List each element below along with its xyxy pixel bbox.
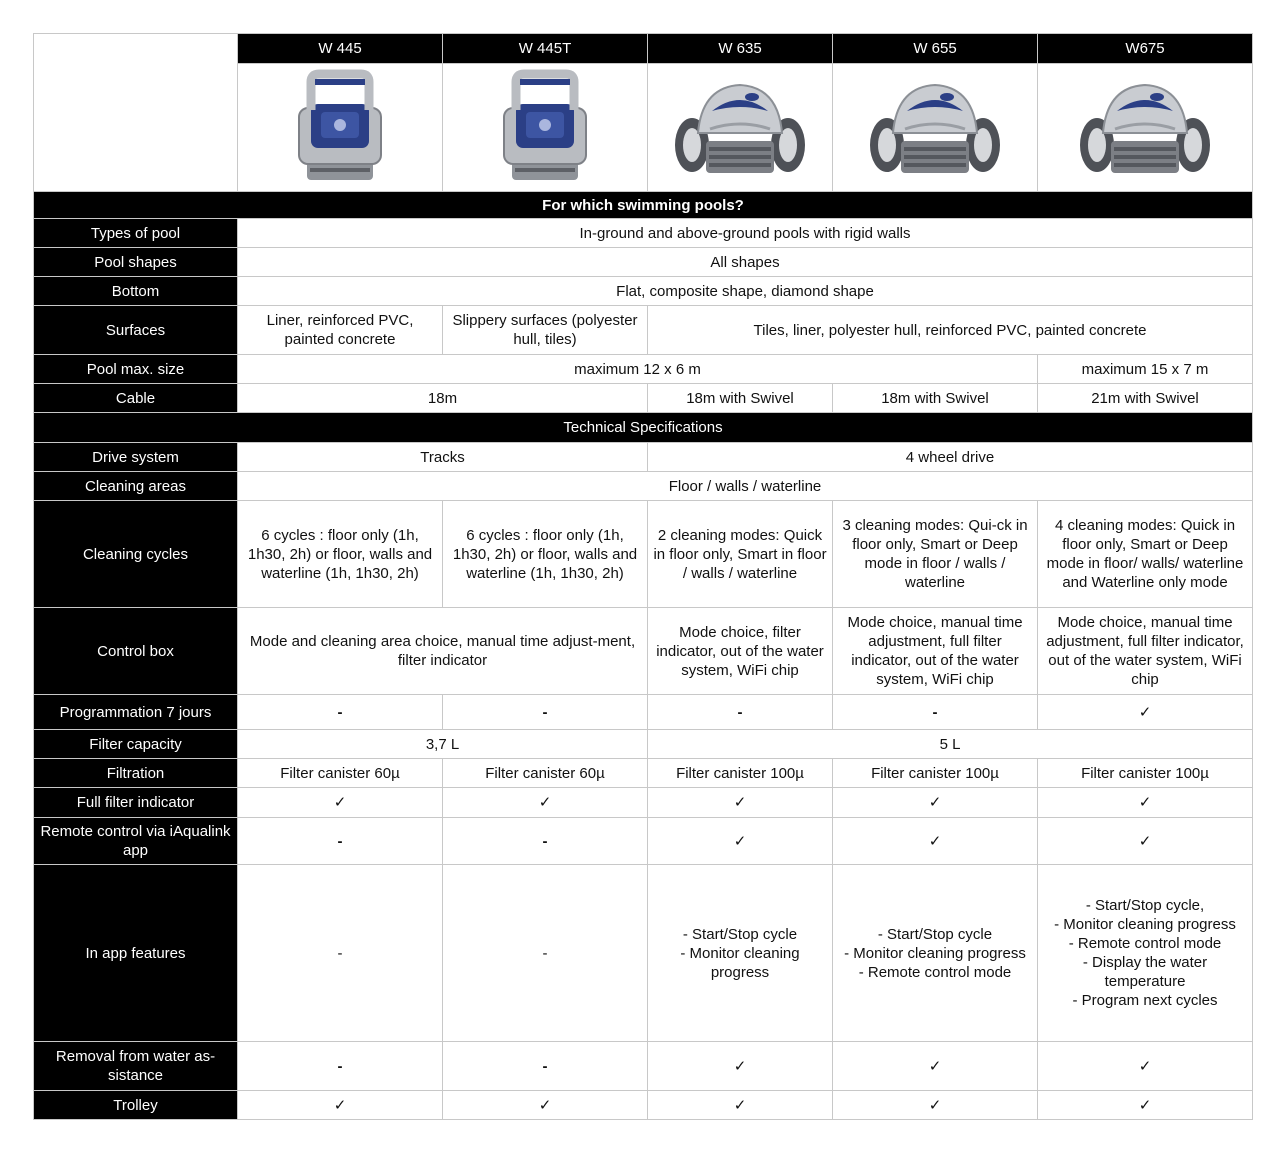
spec-cell: Filter canister 60µ	[443, 759, 648, 788]
spec-cell: 3,7 L	[238, 730, 648, 759]
row-label: Pool max. size	[34, 355, 238, 384]
comparison-table	[33, 33, 1253, 1120]
dash-mark: -	[238, 1042, 443, 1091]
spec-cell: Floor / walls / waterline	[238, 472, 1253, 501]
check-icon: ✓	[443, 1091, 648, 1120]
spec-cell: maximum 15 x 7 m	[1038, 355, 1253, 384]
row-label: Cable	[34, 384, 238, 413]
spec-cell: Flat, composite shape, diamond shape	[238, 277, 1253, 306]
row-label: Filtration	[34, 759, 238, 788]
product-image-cell	[1038, 64, 1253, 192]
model-header: W675	[1038, 34, 1253, 64]
dash-mark: -	[443, 818, 648, 865]
tracked-robot-icon	[285, 68, 395, 188]
check-icon: ✓	[1038, 788, 1253, 818]
spec-cell: 18m with Swivel	[833, 384, 1038, 413]
wheeled-robot-icon	[670, 73, 810, 183]
spec-cell: 21m with Swivel	[1038, 384, 1253, 413]
spec-cell: Filter canister 100µ	[1038, 759, 1253, 788]
wheeled-robot-icon	[1075, 73, 1215, 183]
row-label: Bottom	[34, 277, 238, 306]
spec-cell: 4 wheel drive	[648, 443, 1253, 472]
feature-item: - Remote control mode	[1068, 935, 1222, 952]
spec-cell: 4 cleaning modes: Quick in floor only, Smart or Deep mode in floor/ walls/ waterline and Waterline only mode	[1038, 501, 1253, 608]
spec-cell: Tracks	[238, 443, 648, 472]
feature-item: - Remote control mode	[858, 963, 1012, 981]
product-image-cell	[238, 64, 443, 192]
check-icon: ✓	[648, 788, 833, 818]
spec-cell: 2 cleaning modes: Quick in floor only, Smart in floor / walls / waterline	[648, 501, 833, 608]
dash-mark: -	[648, 695, 833, 730]
check-icon: ✓	[833, 788, 1038, 818]
feature-item: - Start/Stop cycle	[877, 925, 993, 943]
feature-item: - Program next cycles	[1072, 992, 1218, 1009]
row-label: Remote control via iAqualink app	[34, 818, 238, 865]
section-header-tech: Technical Specifications	[34, 413, 1253, 443]
spec-cell: Filter canister 100µ	[833, 759, 1038, 788]
feature-item: - Display the water temperature	[1082, 954, 1208, 990]
corner-cell	[34, 34, 238, 192]
spec-cell: Filter canister 60µ	[238, 759, 443, 788]
check-icon: ✓	[833, 1091, 1038, 1120]
row-label: Programmation 7 jours	[34, 695, 238, 730]
check-icon: ✓	[1038, 695, 1253, 730]
check-icon: ✓	[648, 1042, 833, 1091]
wheeled-robot-icon	[865, 73, 1005, 183]
dash-mark: -	[443, 865, 648, 1042]
product-image-cell	[648, 64, 833, 192]
spec-cell: 6 cycles : floor only (1h, 1h30, 2h) or floor, walls and waterline (1h, 1h30, 2h)	[443, 501, 648, 608]
row-label: Removal from water as-sistance	[34, 1042, 238, 1091]
row-label: Drive system	[34, 443, 238, 472]
check-icon: ✓	[1038, 1091, 1253, 1120]
row-label: Types of pool	[34, 219, 238, 248]
model-header: W 445	[238, 34, 443, 64]
check-icon: ✓	[1038, 1042, 1253, 1091]
feature-item: - Start/Stop cycle,	[1085, 897, 1205, 914]
dash-mark: -	[238, 695, 443, 730]
dash-mark: -	[238, 818, 443, 865]
dash-mark: -	[833, 695, 1038, 730]
row-label: Pool shapes	[34, 248, 238, 277]
row-label: Trolley	[34, 1091, 238, 1120]
row-label: Full filter indicator	[34, 788, 238, 818]
model-header: W 655	[833, 34, 1038, 64]
spec-cell: 5 L	[648, 730, 1253, 759]
spec-cell: Mode choice, filter indicator, out of the water system, WiFi chip	[648, 608, 833, 695]
spec-cell: Liner, reinforced PVC, painted concrete	[238, 306, 443, 355]
spec-cell: Mode choice, manual time adjustment, full filter indicator, out of the water system, WiFi chip	[1038, 608, 1253, 695]
model-header: W 635	[648, 34, 833, 64]
feature-list	[1038, 865, 1253, 1042]
row-label: Surfaces	[34, 306, 238, 355]
check-icon: ✓	[238, 788, 443, 818]
row-label: Cleaning areas	[34, 472, 238, 501]
spec-cell: Mode choice, manual time adjustment, full filter indicator, out of the water system, WiFi chip	[833, 608, 1038, 695]
product-image-cell	[833, 64, 1038, 192]
section-header-pools: For which swimming pools?	[34, 192, 1253, 219]
row-label: Filter capacity	[34, 730, 238, 759]
feature-item: - Monitor cleaning progress	[680, 944, 800, 981]
product-image-cell	[443, 64, 648, 192]
spec-cell: Mode and cleaning area choice, manual time adjust-ment, filter indicator	[238, 608, 648, 695]
feature-item: - Start/Stop cycle	[682, 925, 798, 943]
dash-mark: -	[443, 695, 648, 730]
check-icon: ✓	[443, 788, 648, 818]
dash-mark: -	[443, 1042, 648, 1091]
tracked-robot-icon	[490, 68, 600, 188]
feature-item: - Monitor cleaning progress	[844, 944, 1026, 962]
row-label: In app features	[34, 865, 238, 1042]
spec-cell: maximum 12 x 6 m	[238, 355, 1038, 384]
spec-cell: 3 cleaning modes: Qui-ck in floor only, Smart or Deep mode in floor / walls / waterline	[833, 501, 1038, 608]
spec-cell: 18m with Swivel	[648, 384, 833, 413]
dash-mark: -	[238, 865, 443, 1042]
check-icon: ✓	[833, 1042, 1038, 1091]
check-icon: ✓	[833, 818, 1038, 865]
feature-list	[833, 865, 1038, 1042]
model-header: W 445T	[443, 34, 648, 64]
spec-cell: 18m	[238, 384, 648, 413]
check-icon: ✓	[648, 1091, 833, 1120]
feature-list	[648, 865, 833, 1042]
check-icon: ✓	[1038, 818, 1253, 865]
spec-cell: Filter canister 100µ	[648, 759, 833, 788]
row-label: Cleaning cycles	[34, 501, 238, 608]
spec-cell: Slippery surfaces (polyester hull, tiles)	[443, 306, 648, 355]
check-icon: ✓	[648, 818, 833, 865]
check-icon: ✓	[238, 1091, 443, 1120]
feature-item: - Monitor cleaning progress	[1054, 916, 1236, 933]
spec-cell: 6 cycles : floor only (1h, 1h30, 2h) or floor, walls and waterline (1h, 1h30, 2h)	[238, 501, 443, 608]
spec-cell: In-ground and above-ground pools with rigid walls	[238, 219, 1253, 248]
spec-cell: All shapes	[238, 248, 1253, 277]
spec-cell: Tiles, liner, polyester hull, reinforced PVC, painted concrete	[648, 306, 1253, 355]
row-label: Control box	[34, 608, 238, 695]
